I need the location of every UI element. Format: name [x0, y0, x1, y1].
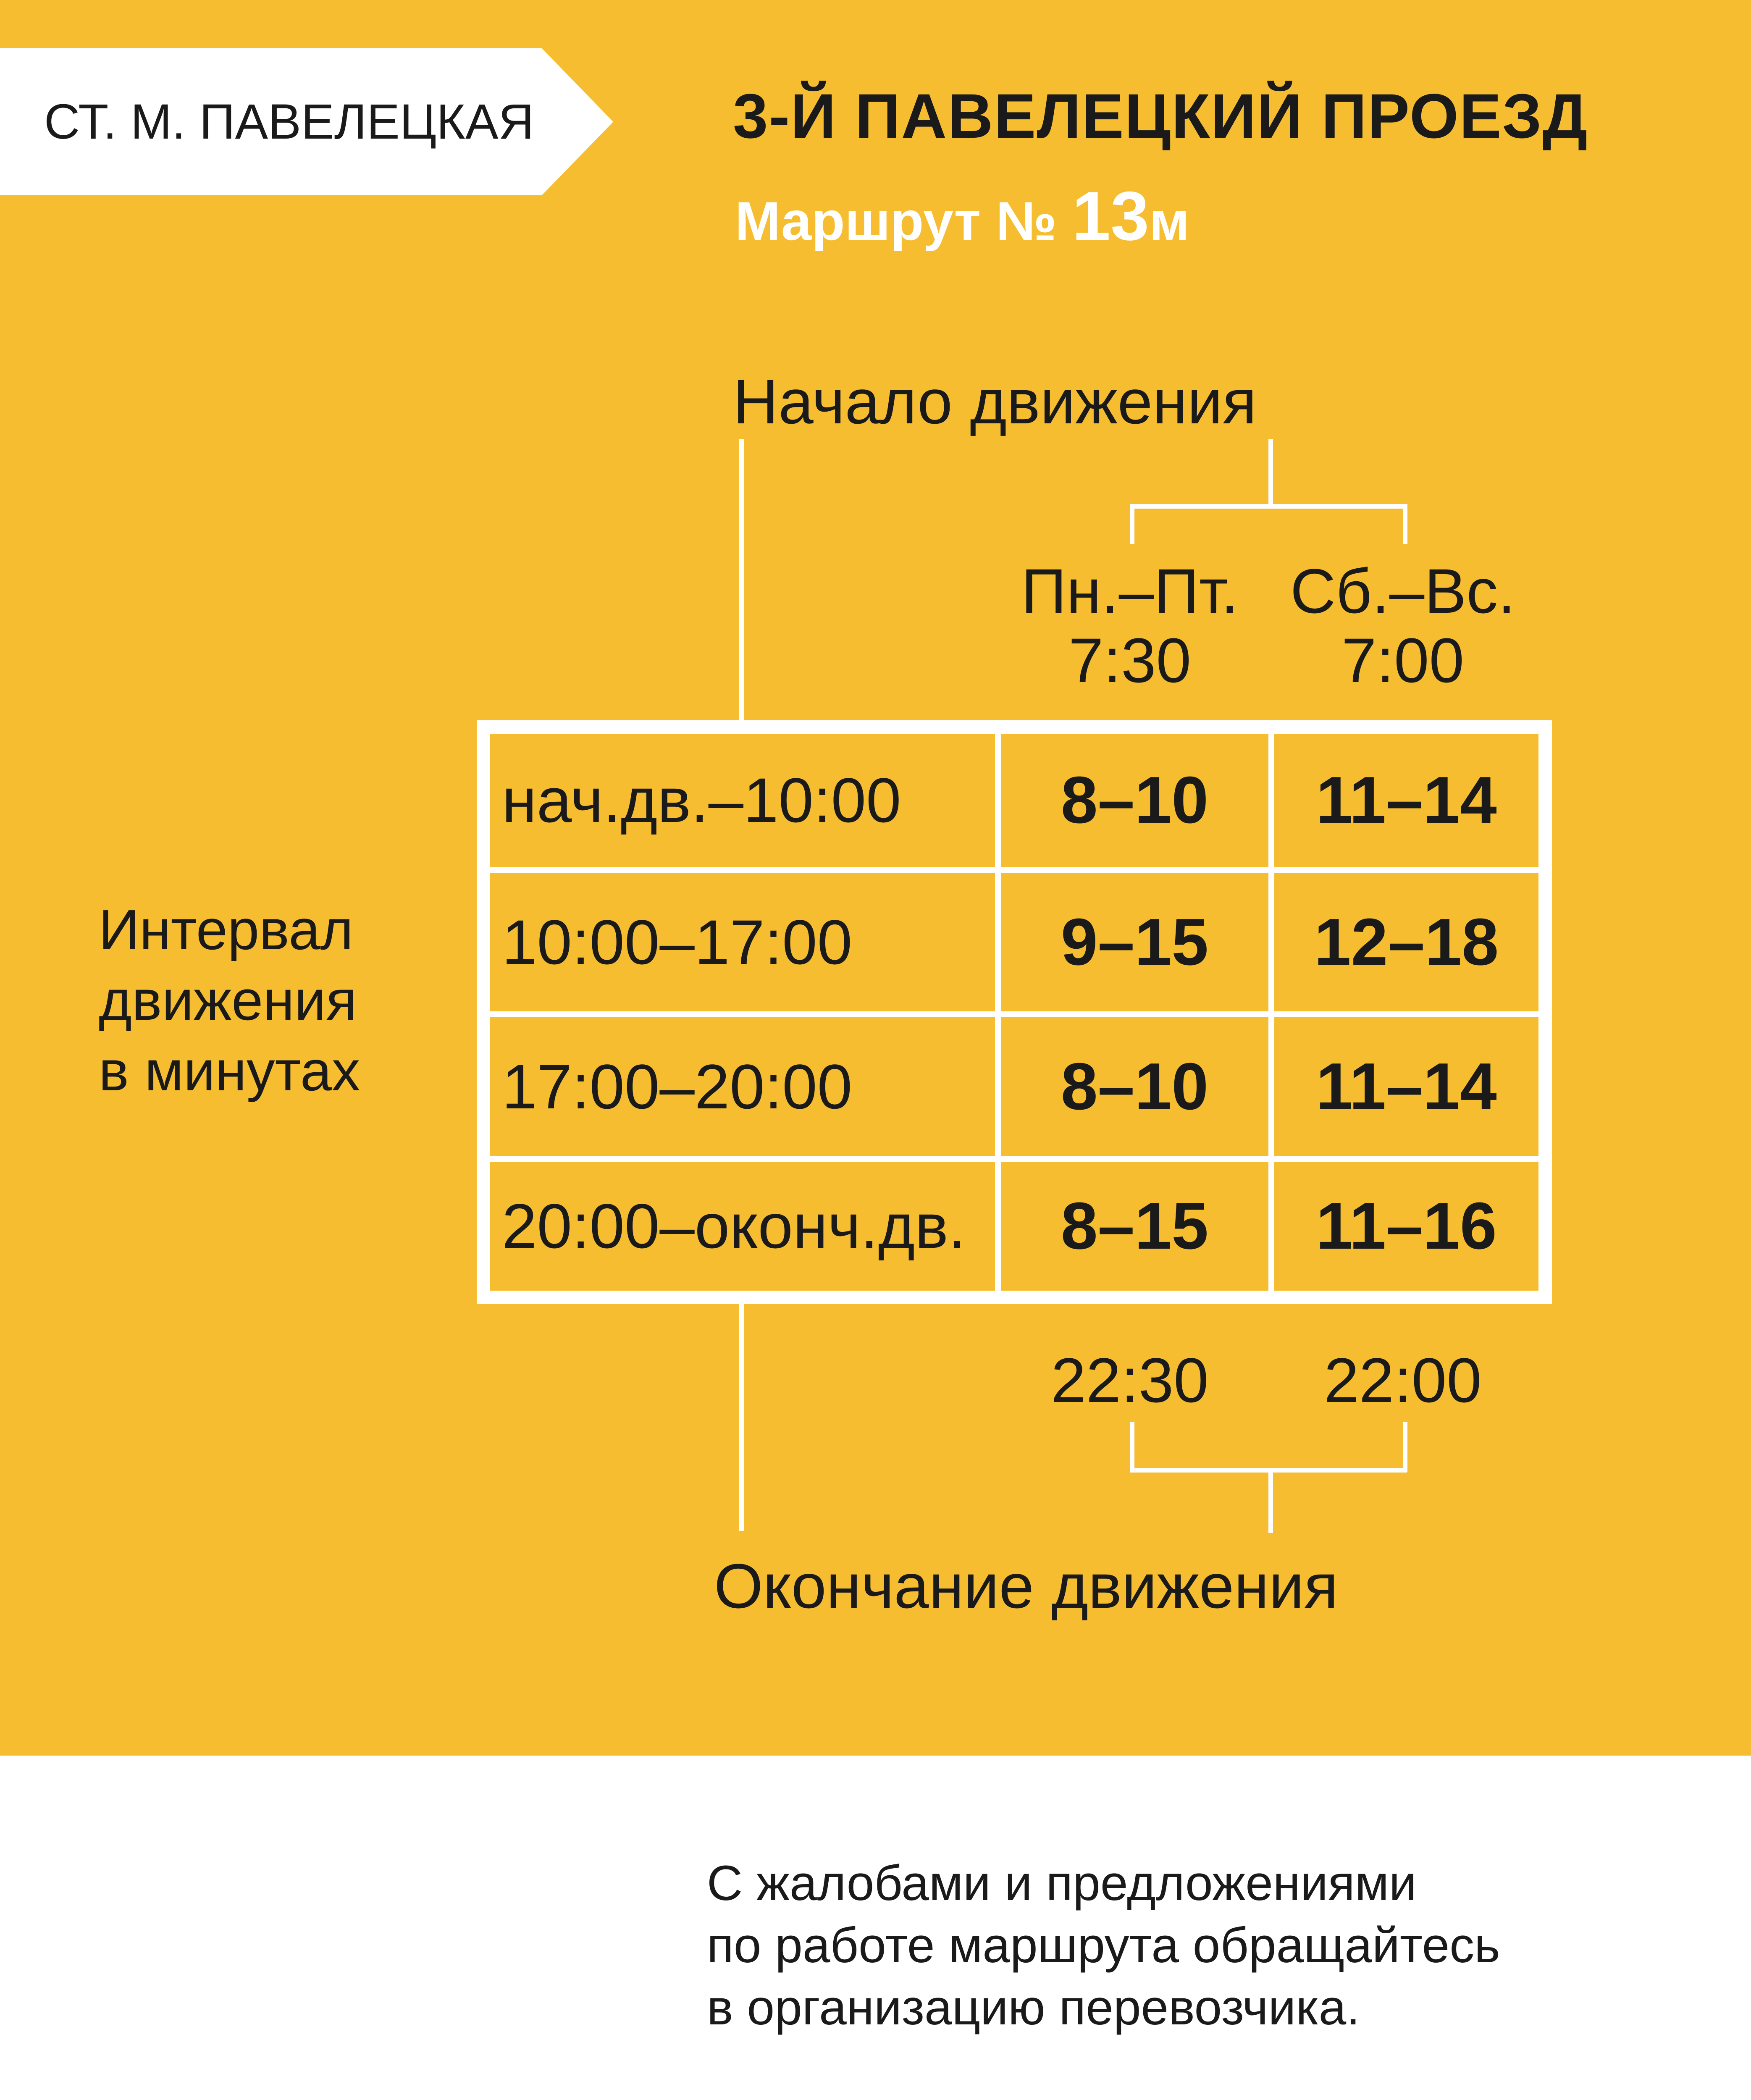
contact-info	[707, 1852, 1502, 2100]
start-connector-line	[739, 439, 744, 724]
stop-name: СТ. М. ПАВЕЛЕЦКАЯ	[44, 94, 534, 150]
interval-table	[477, 720, 1552, 1304]
weekday-end-time: 22:30	[1051, 1345, 1209, 1415]
period-cell: 10:00–17:00	[484, 867, 1001, 1017]
interval-label-line: движения	[99, 969, 357, 1032]
weekend-interval-cell: 11–14	[1268, 728, 1544, 873]
weekday-interval-cell: 8–10	[995, 1011, 1274, 1162]
interval-label-line: в минутах	[99, 1039, 360, 1102]
weekday-interval-cell: 9–15	[995, 867, 1274, 1017]
weekday-start-time: 7:30	[1068, 625, 1191, 696]
period-cell: 17:00–20:00	[484, 1011, 1001, 1162]
weekday-days: Пн.–Пт.	[1021, 556, 1239, 626]
weekend-end-time: 22:00	[1324, 1345, 1482, 1415]
start-bracket-stem	[1268, 439, 1273, 508]
carrier-name	[707, 2097, 1502, 2100]
end-connector-line	[739, 1304, 744, 1531]
weekend-start-time: 7:00	[1341, 625, 1464, 696]
weekday-header	[979, 556, 1281, 695]
start-of-service-label: Начало движения	[733, 366, 1257, 437]
interval-label-line: Интервал	[99, 898, 354, 961]
end-bracket-stem	[1268, 1468, 1273, 1533]
start-bracket-bar	[1130, 504, 1407, 509]
weekday-interval-cell: 8–10	[995, 728, 1274, 873]
end-bracket-right	[1403, 1422, 1407, 1472]
weekday-interval-cell: 8–15	[995, 1156, 1274, 1297]
weekend-days: Сб.–Вс.	[1290, 556, 1516, 626]
interval-label	[99, 895, 360, 1106]
start-bracket-left	[1130, 504, 1134, 544]
period-cell: нач.дв.–10:00	[484, 728, 1001, 873]
route-title	[735, 176, 1189, 256]
end-bracket-left	[1130, 1422, 1134, 1472]
weekend-interval-cell: 11–16	[1268, 1156, 1544, 1297]
weekend-interval-cell: 11–14	[1268, 1011, 1544, 1162]
complaints-text: по работе маршрута обращайтесь	[707, 1918, 1500, 1973]
route-suffix: м	[1149, 190, 1190, 252]
stop-tag	[0, 48, 613, 195]
complaints-text: в организацию перевозчика.	[707, 1980, 1360, 2035]
end-of-service-label: Окончание движения	[714, 1551, 1339, 1621]
route-prefix: Маршрут №	[735, 190, 1057, 252]
complaints-text: С жалобами и предложениями	[707, 1856, 1417, 1911]
start-bracket-right	[1403, 504, 1407, 544]
street-title: 3-Й ПАВЕЛЕЦКИЙ ПРОЕЗД	[733, 81, 1588, 151]
period-cell: 20:00–оконч.дв.	[484, 1156, 1001, 1297]
weekend-interval-cell: 12–18	[1268, 867, 1544, 1017]
route-number: 13	[1072, 177, 1149, 255]
weekend-header	[1256, 556, 1550, 695]
